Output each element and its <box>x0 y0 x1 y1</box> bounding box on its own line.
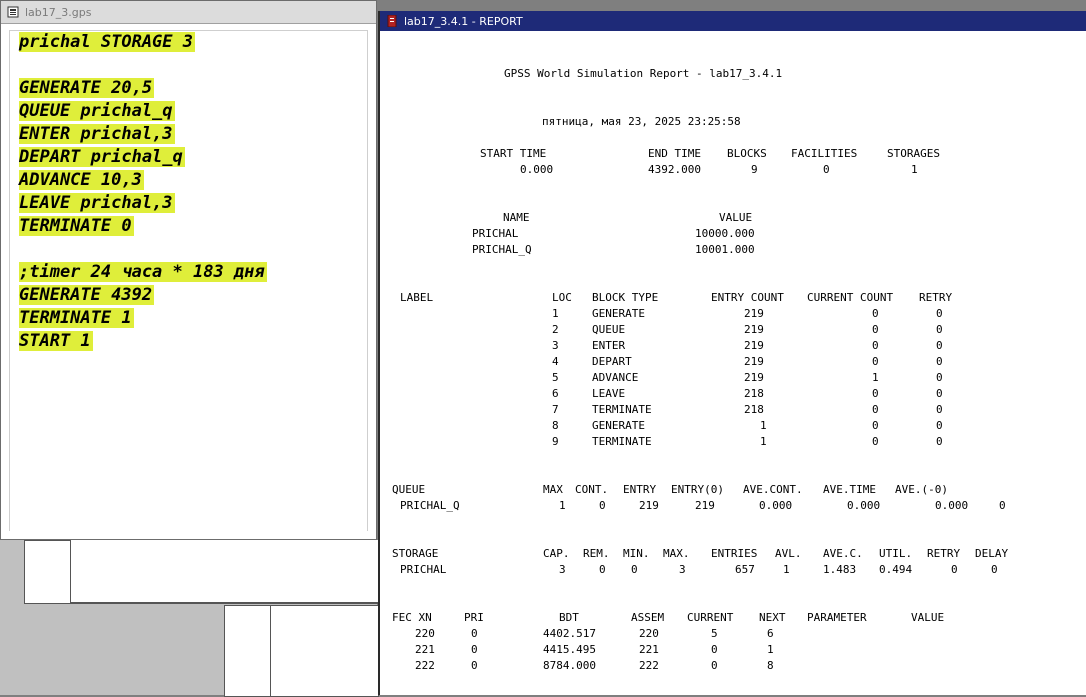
block-entry-count: 219 <box>744 323 764 336</box>
names-header: NAME <box>503 211 530 224</box>
fec-bdt: 4415.495 <box>543 643 596 656</box>
block-retry: 0 <box>936 403 943 416</box>
report-titlebar[interactable] <box>380 11 1086 31</box>
fec-xn: 222 <box>415 659 435 672</box>
block-type: GENERATE <box>592 307 645 320</box>
block-entry-count: 219 <box>744 371 764 384</box>
code-editor-area[interactable] <box>9 30 368 531</box>
code-line[interactable]: QUEUE prichal_q <box>19 101 173 121</box>
fec-header: PRI <box>464 611 484 624</box>
fec-assem: 221 <box>639 643 659 656</box>
fec-pri: 0 <box>471 659 478 672</box>
storage-header: UTIL. <box>879 547 913 560</box>
code-line[interactable]: ENTER prichal,3 <box>19 124 173 144</box>
block-type: GENERATE <box>592 419 645 432</box>
fec-header: FEC XN <box>392 611 432 624</box>
storage-header: AVE.C. <box>823 547 863 560</box>
block-type: ENTER <box>592 339 626 352</box>
block-entry-count: 219 <box>744 307 764 320</box>
storage-cell: 0 <box>631 563 638 576</box>
block-current-count: 1 <box>872 371 879 384</box>
block-entry-count: 219 <box>744 355 764 368</box>
queue-cell: 219 <box>695 499 715 512</box>
fec-current: 0 <box>711 659 718 672</box>
queue-header: AVE.CONT. <box>743 483 803 496</box>
report-icon <box>386 15 398 27</box>
block-retry: 0 <box>936 307 943 320</box>
summary-header: BLOCKS <box>727 147 767 160</box>
code-line[interactable]: ;timer 24 часа * 183 дня <box>19 262 265 282</box>
block-current-count: 0 <box>872 419 879 432</box>
block-retry: 0 <box>936 339 943 352</box>
fec-next: 1 <box>767 643 774 656</box>
block-current-count: 0 <box>872 387 879 400</box>
editor-title: lab17_3.gps <box>25 5 92 19</box>
storage-cell: 657 <box>735 563 755 576</box>
editor-titlebar[interactable] <box>1 1 376 24</box>
block-current-count: 0 <box>872 403 879 416</box>
block-current-count: 0 <box>872 323 879 336</box>
block-entry-count: 218 <box>744 387 764 400</box>
block-loc: 3 <box>552 339 559 352</box>
block-current-count: 0 <box>872 339 879 352</box>
block-loc: 5 <box>552 371 559 384</box>
summary-header: END TIME <box>648 147 701 160</box>
report-body[interactable] <box>380 31 1086 695</box>
background-window-frame-2 <box>70 540 379 603</box>
fec-bdt: 4402.517 <box>543 627 596 640</box>
summary-value: 9 <box>751 163 758 176</box>
storage-cell: 0 <box>991 563 998 576</box>
queue-header: ENTRY <box>623 483 657 496</box>
storage-header: AVL. <box>775 547 802 560</box>
report-heading: GPSS World Simulation Report - lab17_3.4.1 <box>504 67 783 80</box>
block-type: QUEUE <box>592 323 626 336</box>
fec-header: PARAMETER <box>807 611 867 624</box>
code-line[interactable]: TERMINATE 1 <box>19 308 132 328</box>
block-retry: 0 <box>936 371 943 384</box>
background-window-frame-4 <box>270 605 379 697</box>
block-type: TERMINATE <box>592 435 652 448</box>
names-header: VALUE <box>719 211 753 224</box>
summary-value: 1 <box>911 163 918 176</box>
block-entry-count: 218 <box>744 403 764 416</box>
queue-header: CONT. <box>575 483 609 496</box>
queue-cell: 0.000 <box>847 499 881 512</box>
block-type: DEPART <box>592 355 632 368</box>
report-date: пятница, мая 23, 2025 23:25:58 <box>542 115 741 128</box>
storage-cell: 0 <box>599 563 606 576</box>
blocks-header: LOC <box>552 291 572 304</box>
fec-header: BDT <box>559 611 579 624</box>
block-entry-count: 1 <box>760 419 767 432</box>
value-cell: 10000.000 <box>695 227 755 240</box>
storage-header: REM. <box>583 547 610 560</box>
blocks-header: LABEL <box>400 291 434 304</box>
fec-pri: 0 <box>471 643 478 656</box>
block-type: ADVANCE <box>592 371 639 384</box>
summary-value: 4392.000 <box>648 163 701 176</box>
storage-cell: 1 <box>783 563 790 576</box>
storage-cell: PRICHAL <box>400 563 447 576</box>
storage-cell: 0.494 <box>879 563 913 576</box>
queue-cell: 0 <box>599 499 606 512</box>
block-loc: 9 <box>552 435 559 448</box>
queue-header: ENTRY(0) <box>671 483 724 496</box>
block-entry-count: 219 <box>744 339 764 352</box>
block-current-count: 0 <box>872 307 879 320</box>
report-window[interactable] <box>378 11 1086 695</box>
block-loc: 1 <box>552 307 559 320</box>
summary-value: 0.000 <box>520 163 554 176</box>
fec-next: 8 <box>767 659 774 672</box>
blocks-header: CURRENT COUNT <box>807 291 894 304</box>
storage-cell: 3 <box>679 563 686 576</box>
name-cell: PRICHAL_Q <box>472 243 532 256</box>
summary-header: FACILITIES <box>791 147 858 160</box>
fec-assem: 220 <box>639 627 659 640</box>
report-title: lab17_3.4.1 - REPORT <box>404 14 523 28</box>
block-retry: 0 <box>936 355 943 368</box>
fec-header: VALUE <box>911 611 945 624</box>
queue-cell: 0.000 <box>935 499 969 512</box>
fec-next: 6 <box>767 627 774 640</box>
blocks-header: RETRY <box>919 291 953 304</box>
fec-bdt: 8784.000 <box>543 659 596 672</box>
storage-header: ENTRIES <box>711 547 758 560</box>
fec-current: 5 <box>711 627 718 640</box>
editor-window[interactable] <box>0 0 377 540</box>
fec-header: CURRENT <box>687 611 734 624</box>
code-line[interactable]: START 1 <box>19 331 91 351</box>
queue-header: AVE.TIME <box>823 483 876 496</box>
blocks-header: BLOCK TYPE <box>592 291 659 304</box>
summary-header: START TIME <box>480 147 547 160</box>
queue-cell: PRICHAL_Q <box>400 499 460 512</box>
name-cell: PRICHAL <box>472 227 519 240</box>
fec-xn: 221 <box>415 643 435 656</box>
block-loc: 4 <box>552 355 559 368</box>
blocks-header: ENTRY COUNT <box>711 291 784 304</box>
queue-cell: 219 <box>639 499 659 512</box>
summary-value: 0 <box>823 163 830 176</box>
block-current-count: 0 <box>872 355 879 368</box>
queue-header: QUEUE <box>392 483 426 496</box>
code-line[interactable]: prichal STORAGE 3 <box>19 32 193 52</box>
block-retry: 0 <box>936 323 943 336</box>
code-line[interactable]: TERMINATE 0 <box>19 216 132 236</box>
block-loc: 7 <box>552 403 559 416</box>
code-line[interactable]: LEAVE prichal,3 <box>19 193 173 213</box>
code-line[interactable]: GENERATE 4392 <box>19 285 153 305</box>
storage-cell: 3 <box>559 563 566 576</box>
storage-header: CAP. <box>543 547 570 560</box>
queue-header: AVE.(-0) <box>895 483 948 496</box>
summary-header: STORAGES <box>887 147 940 160</box>
storage-header: MAX. <box>663 547 690 560</box>
block-entry-count: 1 <box>760 435 767 448</box>
queue-cell: 0 <box>999 499 1006 512</box>
value-cell: 10001.000 <box>695 243 755 256</box>
fec-xn: 220 <box>415 627 435 640</box>
storage-header: STORAGE <box>392 547 439 560</box>
queue-cell: 0.000 <box>759 499 793 512</box>
storage-cell: 0 <box>951 563 958 576</box>
fec-header: ASSEM <box>631 611 665 624</box>
document-icon <box>7 6 19 18</box>
block-loc: 6 <box>552 387 559 400</box>
storage-header: RETRY <box>927 547 961 560</box>
fec-header: NEXT <box>759 611 786 624</box>
storage-header: MIN. <box>623 547 650 560</box>
block-type: LEAVE <box>592 387 626 400</box>
fec-assem: 222 <box>639 659 659 672</box>
code-line[interactable]: DEPART prichal_q <box>19 147 183 167</box>
storage-cell: 1.483 <box>823 563 857 576</box>
fec-pri: 0 <box>471 627 478 640</box>
queue-cell: 1 <box>559 499 566 512</box>
block-loc: 8 <box>552 419 559 432</box>
fec-current: 0 <box>711 643 718 656</box>
code-line[interactable]: GENERATE 20,5 <box>19 78 153 98</box>
block-current-count: 0 <box>872 435 879 448</box>
block-type: TERMINATE <box>592 403 652 416</box>
block-retry: 0 <box>936 435 943 448</box>
queue-header: MAX <box>543 483 563 496</box>
block-retry: 0 <box>936 419 943 432</box>
block-retry: 0 <box>936 387 943 400</box>
block-loc: 2 <box>552 323 559 336</box>
storage-header: DELAY <box>975 547 1009 560</box>
code-line[interactable]: ADVANCE 10,3 <box>19 170 142 190</box>
